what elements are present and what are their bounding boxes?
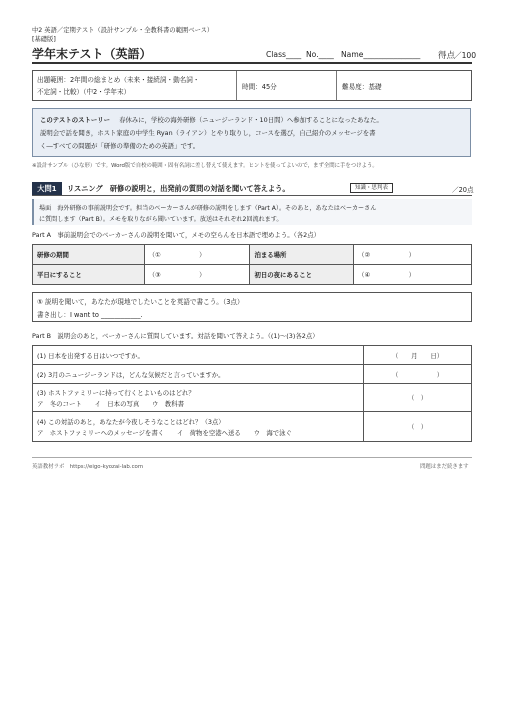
info-divider <box>236 71 237 100</box>
memo-label: 初日の夜にあること <box>250 265 354 285</box>
part-a-instruction: Part A 事前説明会でのベーカーさんの説明を聞いて，メモの空らんを日本語で埋めよう。（各2点） <box>32 231 321 239</box>
score-total: ／100 <box>454 51 477 60</box>
page-title: 学年末テスト（英語） <box>32 47 152 61</box>
story-heading: このテストのストーリー <box>40 116 111 124</box>
memo-blank[interactable]: （② ） <box>354 245 472 265</box>
choice-list: ア ホストファミリーへのメッセージを書く イ 荷物を空港へ送る ウ 海で泳ぐ <box>37 428 292 437</box>
note-text: ※設計サンプル（ひな形）です。Word版で自校の範囲・固有名詞に差し替えて使えます。ヒントを使ってよいので，まず全問に手をつけよう。 <box>32 163 378 169</box>
footer-site[interactable]: 英語教材ラボ https://eigo-kyozai-lab.com <box>32 464 144 470</box>
question-row <box>33 365 472 384</box>
answer-blank[interactable]: （ ） <box>364 412 472 442</box>
question-text: (3) ホストファミリーに持って行くとよいものはどれ？ ア 冬のコート イ 日本の写真 ウ 教科書 <box>33 384 364 412</box>
question-row <box>33 346 472 365</box>
part-b-instruction: Part B 説明会のあと，ベーカーさんに質問しています。対話を聞いて答えよう。（(1)～(3)各2点） <box>32 332 319 340</box>
story-text: 説明会で話を聞き，ホスト家庭の中学生 Ryan（ライアン）とやり取りし，コースを選び，自己紹介のメッセージを書 <box>40 129 376 137</box>
scenario-text: 場面 海外研修の事前説明会です。担当のベーカーさんが研修の説明をします（Part A）。そのあと，あなたはベーカーさん <box>39 205 377 212</box>
level-tag: [基礎版] <box>32 36 56 43</box>
memo-label: 平日にすること <box>33 265 145 285</box>
q5-question: ⑤ 説明を聞いて，あなたが現地でしたいことを英語で書こう。（3点） <box>37 298 244 306</box>
header-divider <box>32 62 472 64</box>
memo-label: 泊まる場所 <box>250 245 354 265</box>
memo-blank[interactable]: （① ） <box>144 245 250 265</box>
memo-table <box>32 244 472 285</box>
scope-text: 不定詞・比較）（中2・学年末） <box>37 88 131 96</box>
score-label: 得点 <box>438 51 456 61</box>
question-row <box>33 384 472 412</box>
answer-blank[interactable]: （ ） <box>364 384 472 412</box>
memo-row <box>33 245 472 265</box>
section-points: ／20点 <box>452 186 474 194</box>
memo-blank[interactable]: （③ ） <box>144 265 250 285</box>
footer-divider <box>32 457 472 458</box>
time-text: 時間：45分 <box>242 83 277 91</box>
choice-list: ア 冬のコート イ 日本の写真 ウ 教科書 <box>37 399 184 408</box>
question-text: (4) この対話のあと，あなたが今夜しそうなことはどれ？（3点） ア ホストファミリーへのメッセージを書く イ 荷物を空港へ送る ウ 海で泳ぐ <box>33 412 364 442</box>
name-field[interactable]: Name_______________ <box>341 50 421 59</box>
question-table <box>32 345 472 442</box>
memo-row <box>33 265 472 285</box>
scenario-text: に質問します（Part B）。メモを取りながら聞いています。放送はそれぞれ2回流れます。 <box>39 216 283 223</box>
skill-tag: 知識・思判表 <box>350 183 393 193</box>
memo-blank[interactable]: （④ ） <box>354 265 472 285</box>
question-text: (2) 3月のニュージーランドは，どんな気候だと言っていますか。 <box>33 365 364 384</box>
scenario-box <box>32 199 472 225</box>
question-text: (1) 日本を出発する日はいつですか。 <box>33 346 364 365</box>
footer-continue: 問題はまだ続きます <box>420 464 469 470</box>
breadcrumb: 中2 英語／定期テスト（設計サンプル・全教科書の範囲ベース） <box>32 27 214 34</box>
answer-blank[interactable]: （ 月 日） <box>364 346 472 365</box>
section-title: リスニング 研修の説明と，出発前の質問の対話を聞いて答えよう。 <box>67 184 290 193</box>
class-field[interactable]: Class____ <box>266 50 302 59</box>
story-box <box>32 108 471 157</box>
story-text: 春休みに，学校の海外研修（ニュージーランド・10日間）へ参加することになったあなた。 <box>119 116 383 124</box>
q5-answer-line[interactable]: 書き出し：I want to ____________. <box>37 311 143 319</box>
level-text: 難易度：基礎 <box>342 83 382 91</box>
story-text: く―すべての問題が「研修の準備のための英語」です。 <box>40 142 200 150</box>
info-divider <box>336 71 337 100</box>
scope-text: 出題範囲：2年間の総まとめ（未来・接続詞・動名詞・ <box>37 76 200 84</box>
question-row <box>33 412 472 442</box>
number-field[interactable]: No.____ <box>306 50 334 59</box>
section-divider <box>32 195 472 196</box>
section-badge: 大問1 <box>32 182 62 195</box>
answer-blank[interactable]: （ ） <box>364 365 472 384</box>
memo-label: 研修の期間 <box>33 245 145 265</box>
